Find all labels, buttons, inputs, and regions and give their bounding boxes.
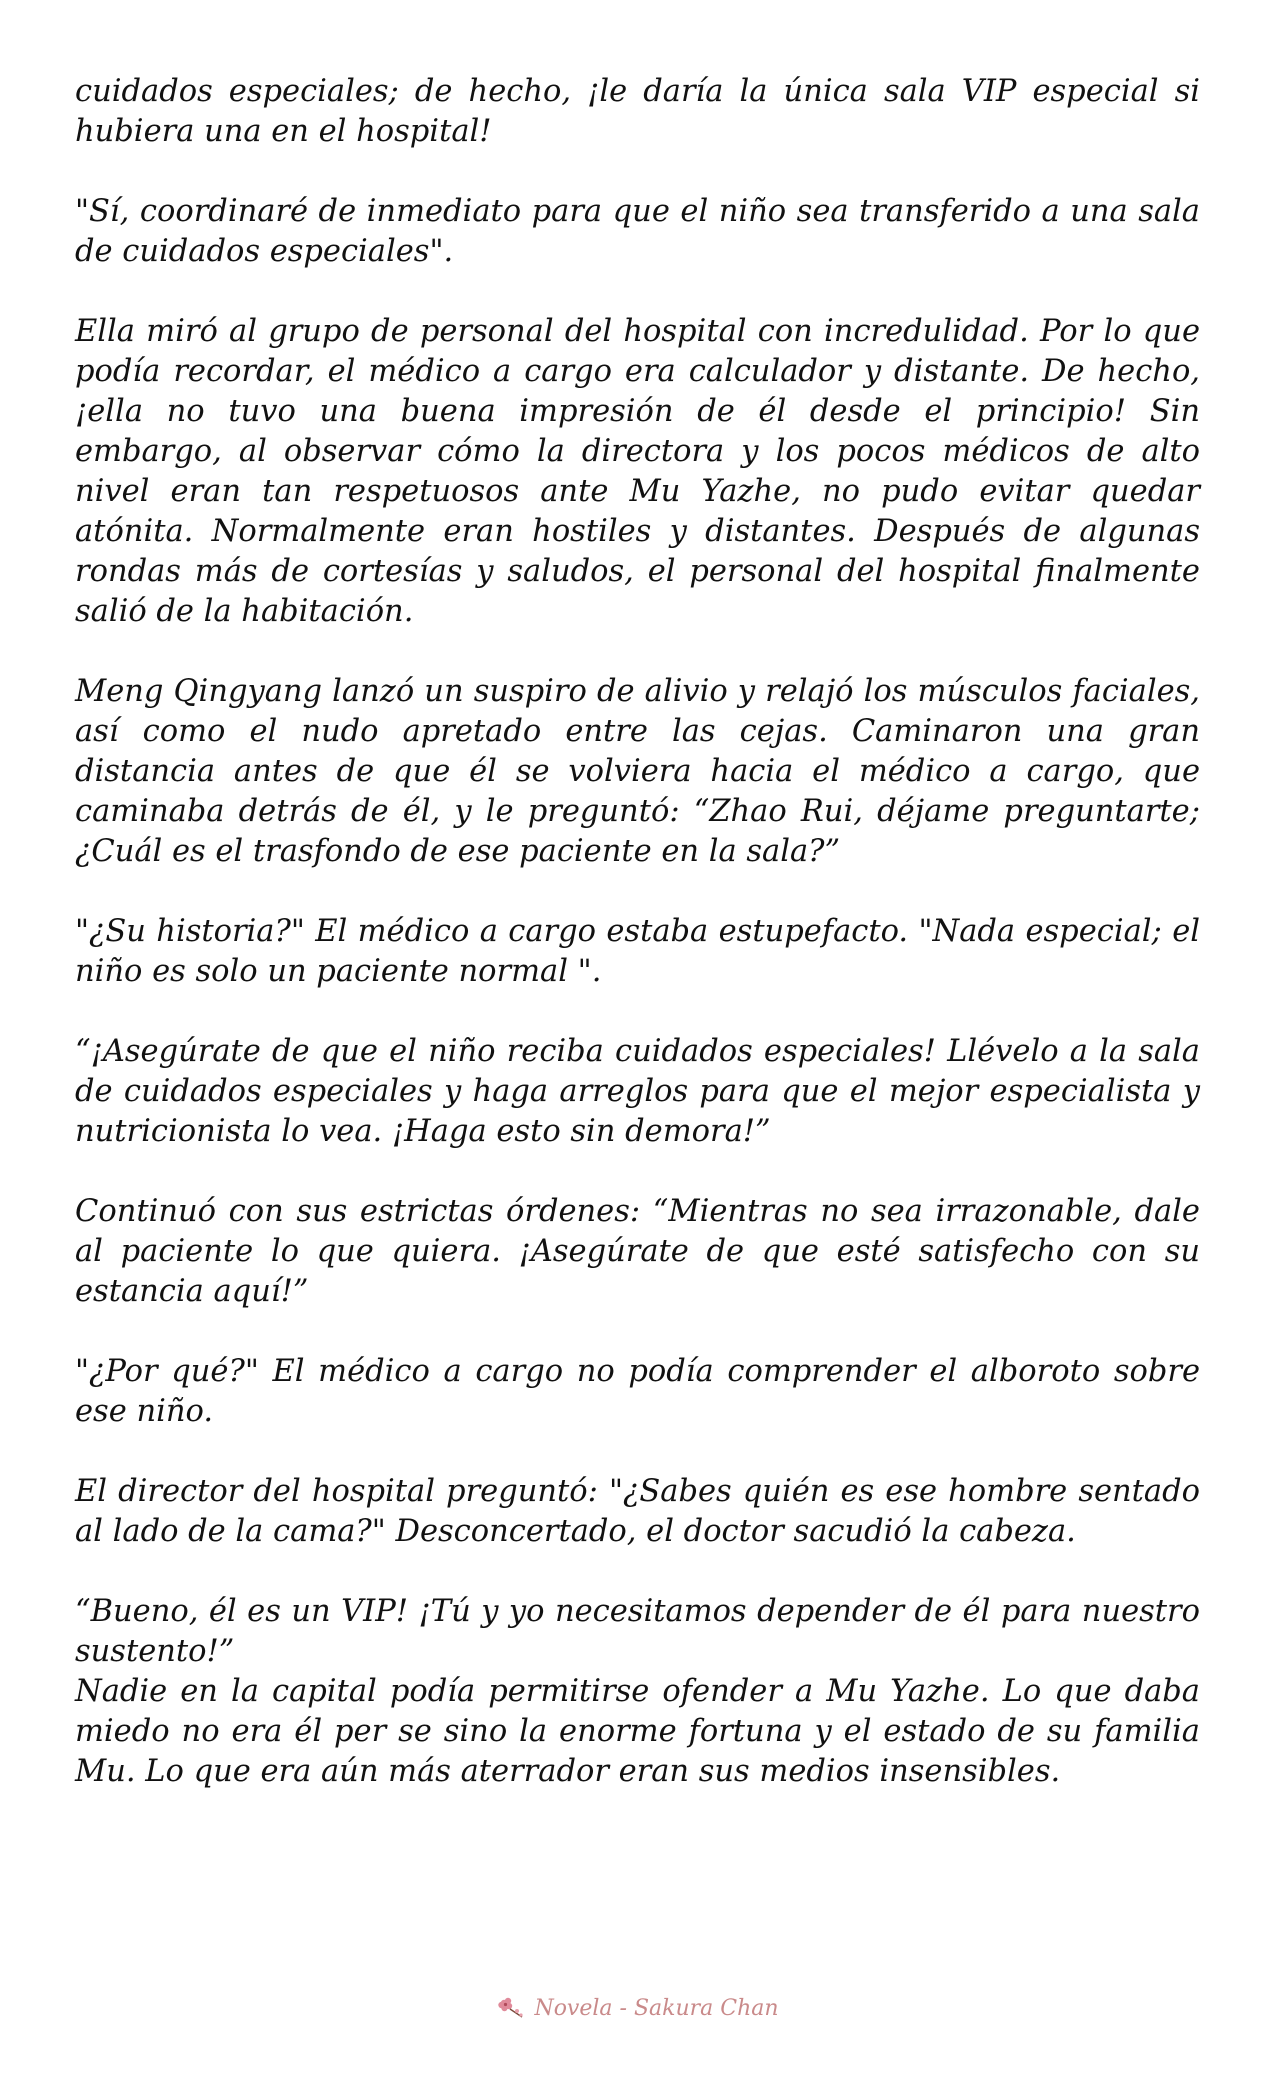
paragraph: “¡Asegúrate de que el niño reciba cuidados especiales! Llévelo a la sala de cuidados especiales y haga arreglos para que el mejor especialista y nutricionista lo vea. ¡Haga esto sin demora!”	[75, 1034, 1200, 1149]
watermark	[0, 1995, 1275, 2021]
paragraph: "¿Su historia?" El médico a cargo estaba estupefacto. "Nada especial; el niño es solo un paciente normal ".	[75, 914, 1200, 989]
paragraph: Ella miró al grupo de personal del hospital con incredulidad. Por lo que podía recordar, el médico a cargo era calculador y distante. De hecho, ¡ella no tuvo una buena impresión de él desde el principio! Sin embargo, al observar cómo la directora y los pocos médicos de alto nivel eran tan respetuosos ante Mu Yazhe, no pudo evitar quedar atónita. Normalmente eran hostiles y distantes. Después de algunas rondas más de cortesías y saludos, el personal del hospital finalmente salió de la habitación.	[75, 314, 1200, 629]
paragraph: Meng Qingyang lanzó un suspiro de alivio y relajó los músculos faciales, así como el nudo apretado entre las cejas. Caminaron una gran distancia antes de que él se volviera hacia el médico a cargo, que caminaba detrás de él, y le preguntó: “Zhao Rui, déjame preguntarte; ¿Cuál es el trasfondo de ese paciente en la sala?”	[75, 674, 1200, 869]
sakura-flower-icon	[496, 1995, 526, 2021]
document-page	[75, 72, 1200, 1832]
paragraph: “Bueno, él es un VIP! ¡Tú y yo necesitamos depender de él para nuestro sustento!”	[75, 1594, 1200, 1669]
paragraph: "¿Por qué?" El médico a cargo no podía comprender el alboroto sobre ese niño.	[75, 1354, 1200, 1429]
paragraph: cuidados especiales; de hecho, ¡le daría la única sala VIP especial si hubiera una en el hospital!	[75, 74, 1200, 149]
paragraph: El director del hospital preguntó: "¿Sabes quién es ese hombre sentado al lado de la cama?" Desconcertado, el doctor sacudió la cabeza.	[75, 1474, 1200, 1549]
paragraph: "Sí, coordinaré de inmediato para que el niño sea transferido a una sala de cuidados especiales".	[75, 194, 1200, 269]
paragraph: Continuó con sus estrictas órdenes: “Mientras no sea irrazonable, dale al paciente lo que quiera. ¡Asegúrate de que esté satisfecho con su estancia aquí!”	[75, 1194, 1200, 1309]
paragraph: Nadie en la capital podía permitirse ofender a Mu Yazhe. Lo que daba miedo no era él per se sino la enorme fortuna y el estado de su familia Mu. Lo que era aún más aterrador eran sus medios insensibles.	[75, 1674, 1200, 1789]
watermark-text: Novela - Sakura Chan	[534, 1995, 779, 2021]
